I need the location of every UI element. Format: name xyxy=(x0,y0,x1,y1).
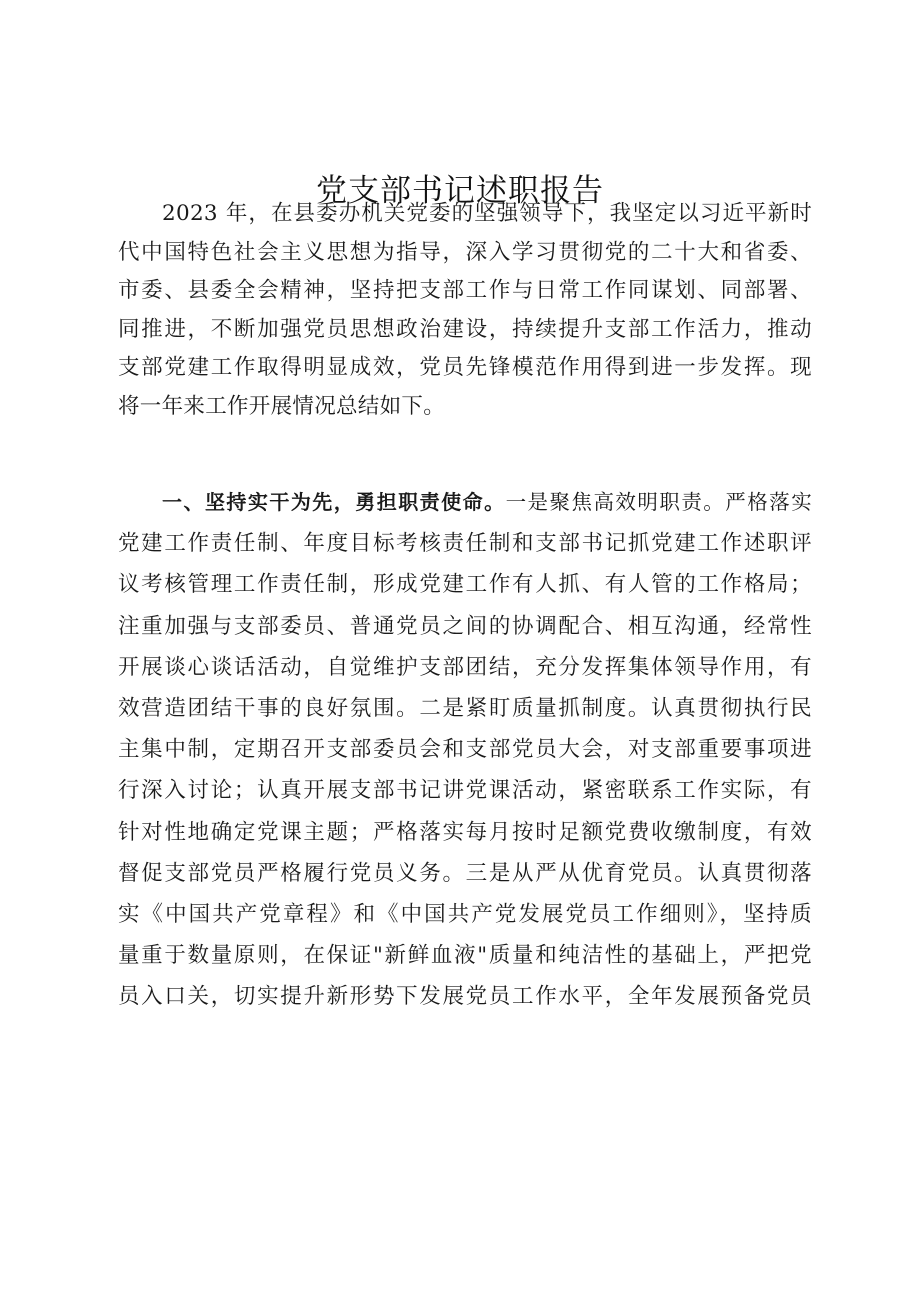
paragraph-line: 同推进，不断加强党员思想政治建设，持续提升支部工作活力，推动 xyxy=(118,316,812,342)
paragraph-line: 市委、县委全会精神，坚持把支部工作与日常工作同谋划、同部署、 xyxy=(118,278,812,304)
paragraph-line: 支部党建工作取得明显成效，党员先锋模范作用得到进一步发挥。现 xyxy=(118,355,812,381)
paragraph-line: 注重加强与支部委员、普通党员之间的协调配合、相互沟通，经常性 xyxy=(118,613,812,639)
paragraph-line: 实《中国共产党章程》和《中国共产党发展党员工作细则》，坚持质 xyxy=(118,901,812,927)
paragraph-line: 主集中制，定期召开支部委员会和支部党员大会，对支部重要事项进 xyxy=(118,737,812,763)
paragraph-line: 员入口关，切实提升新形势下发展党员工作水平，全年发展预备党员 xyxy=(118,984,812,1010)
intro-paragraph xyxy=(118,195,812,427)
subsection-lead: 一是聚焦高效明职责。严格落实 xyxy=(505,490,812,514)
section-1-paragraph xyxy=(118,482,812,1017)
paragraph-line xyxy=(118,482,812,523)
paragraph-line: 行深入讨论；认真开展支部书记讲党课活动，紧密联系工作实际，有 xyxy=(118,778,812,804)
paragraph-line: 督促支部党员严格履行党员义务。三是从严从优育党员。认真贯彻落 xyxy=(118,860,812,886)
paragraph-line: 量重于数量原则，在保证"新鲜血液"质量和纯洁性的基础上，严把党 xyxy=(118,943,812,969)
page-title: 党支部书记述职报告 xyxy=(316,173,604,209)
paragraph-line: 效营造团结干事的良好氛围。二是紧盯质量抓制度。认真贯彻执行民 xyxy=(118,695,812,721)
paragraph-line: 针对性地确定党课主题；严格落实每月按时足额党费收缴制度，有效 xyxy=(118,819,812,845)
section-heading: 一、坚持实干为先，勇担职责使命。 xyxy=(162,490,506,514)
paragraph-line: 开展谈心谈话活动，自觉维护支部团结，充分发挥集体领导作用，有 xyxy=(118,654,812,680)
paragraph-line: 代中国特色社会主义思想为指导，深入学习贯彻党的二十大和省委、 xyxy=(118,239,812,265)
paragraph-line: 议考核管理工作责任制，形成党建工作有人抓、有人管的工作格局； xyxy=(118,572,812,598)
paragraph-line: 2023 年，在县委办机关党委的坚强领导下，我坚定以习近平新时 xyxy=(162,201,812,226)
paragraph-line: 党建工作责任制、年度目标考核责任制和支部书记抓党建工作述职评 xyxy=(118,531,812,557)
paragraph-line: 将一年来工作开展情况总结如下。 xyxy=(118,393,446,419)
